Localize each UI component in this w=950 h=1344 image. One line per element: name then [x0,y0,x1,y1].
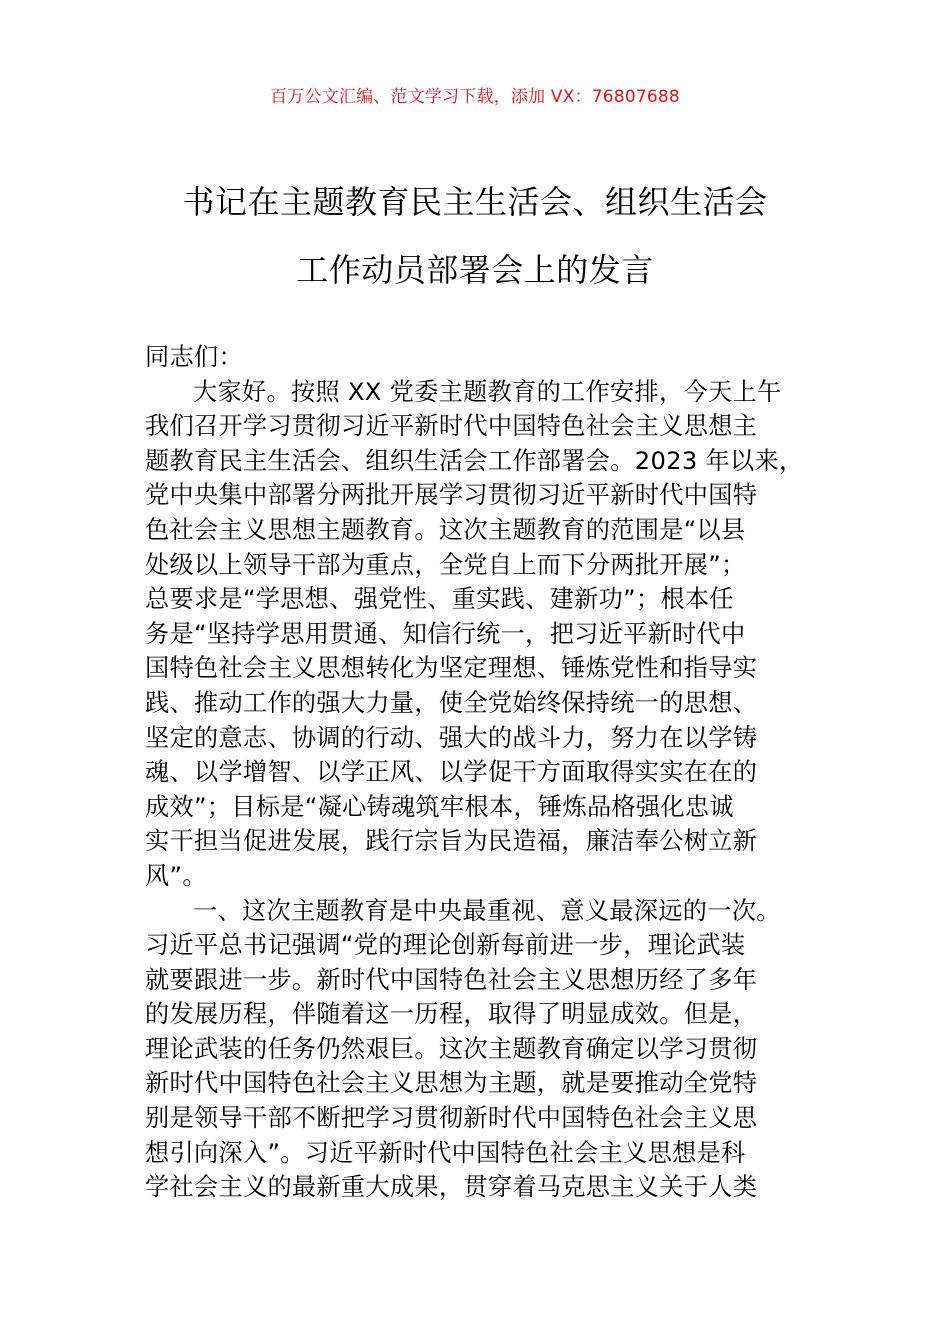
paragraph-1-line: 大家好。按照 XX 党委主题教育的工作安排，今天上午 [193,377,782,406]
paragraph-1-line: 处级以上领导干部为重点，全党自上而下分两批开展”； [145,550,746,579]
document-body [145,340,825,1205]
paragraph-1-line: 坚定的意志、协调的行动、强大的战斗力，努力在以学铸 [145,723,758,752]
paragraph-2-line: 理论武装的任务仍然艰巨。这次主题教育确定以学习贯彻 [145,1034,758,1063]
paragraph-1-line: 实干担当促进发展，践行宗旨为民造福，廉洁奉公树立新 [145,827,758,856]
paragraph-2-line: 习近平总书记强调“党的理论创新每前进一步，理论武装 [145,931,746,960]
paragraph-1-line: 总要求是“学思想、强党性、重实践、建新功”；根本任 [145,585,734,614]
paragraph-2-line: 新时代中国特色社会主义思想为主题，就是要推动全党特 [145,1069,758,1098]
document-title-line-1: 书记在主题教育民主生活会、组织生活会 [182,183,768,221]
paragraph-2-line: 别是领导干部不断把学习贯彻新时代中国特色社会主义思 [145,1104,758,1133]
paragraph-1-line: 色社会主义思想主题教育。这次主题教育的范围是“以县 [145,515,746,544]
paragraph-1-line: 务是“坚持学思用贯通、知信行统一，把习近平新时代中 [145,619,746,648]
document-title-line-2: 工作动员部署会上的发言 [296,251,654,289]
paragraph-2-line: 就要跟进一步。新时代中国特色社会主义思想历经了多年 [145,965,758,994]
paragraph-2-line: 想引向深入”。习近平新时代中国特色社会主义思想是科 [145,1138,746,1167]
paragraph-2-line: 的发展历程，伴随着这一历程，取得了明显成效。但是， [145,1000,758,1029]
paragraph-1-line: 风”。 [145,861,207,890]
section-1-heading-line: 一、这次主题教育是中央最重视、意义最深远的一次。 [193,896,781,925]
paragraph-1-line: 成效”；目标是“凝心铸魂筑牢根本，锤炼品格强化忠诚 [145,792,734,821]
paragraph-2-line: 学社会主义的最新重大成果，贯穿着马克思主义关于人类 [145,1173,758,1202]
salutation: 同志们： [145,343,243,371]
paragraph-1-line: 题教育民主生活会、组织生活会工作部署会。2023 年以来， [145,446,804,475]
paragraph-1-line: 党中央集中部署分两批开展学习贯彻习近平新时代中国特 [145,481,758,510]
watermark-header-note: 百万公文汇编、范文学习下载，添加 VX：76807688 [270,87,680,107]
paragraph-1-line: 我们召开学习贯彻习近平新时代中国特色社会主义思想主 [145,412,758,441]
paragraph-1-line: 魂、以学增智、以学正风、以学促干方面取得实实在在的 [145,758,758,787]
paragraph-1-line: 践、推动工作的强大力量，使全党始终保持统一的思想、 [145,688,758,717]
paragraph-1-line: 国特色社会主义思想转化为坚定理想、锤炼党性和指导实 [145,654,758,683]
